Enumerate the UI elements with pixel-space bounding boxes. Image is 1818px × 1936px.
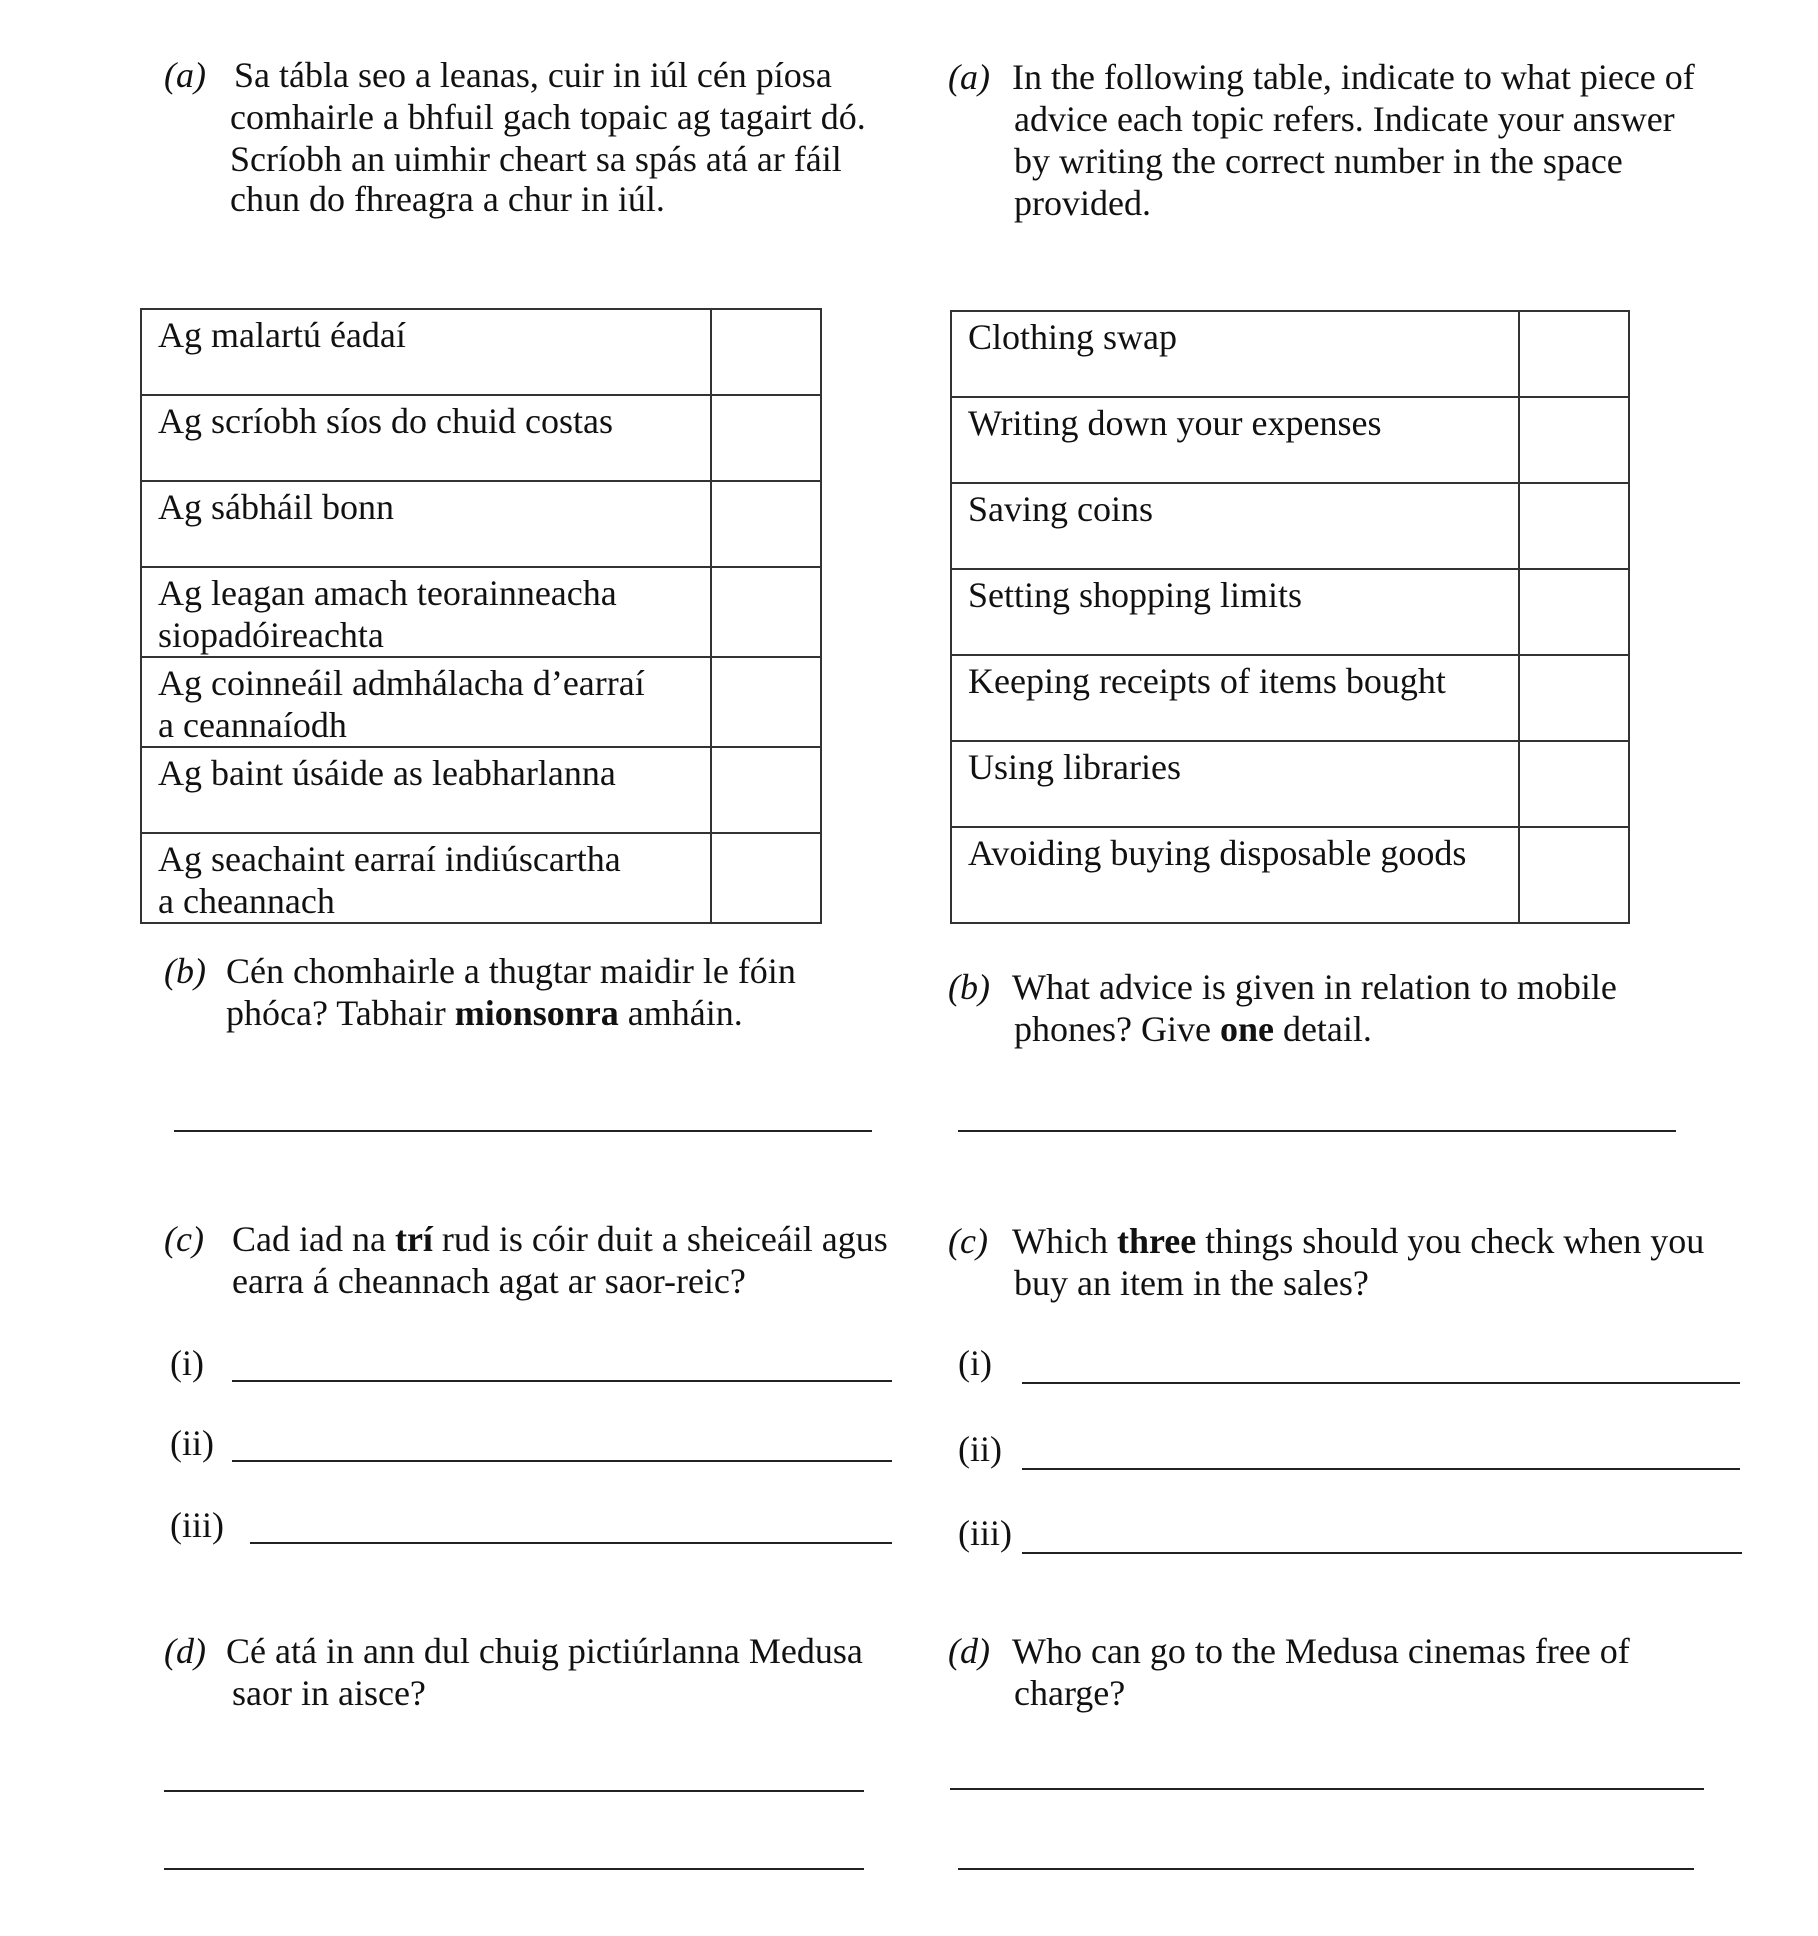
- irish-d-line2: saor in aisce?: [232, 1673, 426, 1713]
- table-row: [141, 395, 821, 481]
- english-c-line1: Which three things should you check when you: [1012, 1221, 1705, 1261]
- english-c-ii: (ii): [958, 1429, 1002, 1469]
- answer-box[interactable]: [1519, 483, 1629, 569]
- table-row: [141, 833, 821, 923]
- table-row: [951, 827, 1629, 923]
- irish-d-answer-line-2[interactable]: [164, 1868, 864, 1870]
- table-row: [951, 569, 1629, 655]
- answer-box[interactable]: [711, 567, 821, 657]
- english-d-answer-line-2[interactable]: [958, 1868, 1694, 1870]
- english-a-label: (a): [948, 57, 990, 97]
- irish-topic: Ag baint úsáide as leabharlanna: [158, 753, 616, 793]
- irish-c-i-answer-line[interactable]: [232, 1380, 892, 1382]
- english-d-answer-line-1[interactable]: [950, 1788, 1704, 1790]
- english-topic-table: [950, 310, 1630, 924]
- english-topic: Setting shopping limits: [968, 575, 1303, 615]
- irish-topic: Ag leagan amach teorainneacha: [158, 573, 617, 613]
- answer-box[interactable]: [711, 481, 821, 567]
- irish-topic: Ag scríobh síos do chuid costas: [158, 401, 613, 441]
- english-d-line1: Who can go to the Medusa cinemas free of: [1012, 1631, 1630, 1671]
- irish-a-line3: Scríobh an uimhir cheart sa spás atá ar fáil: [230, 139, 842, 179]
- english-a-line4: provided.: [1014, 183, 1151, 223]
- irish-a-label: (a): [164, 55, 206, 95]
- answer-box[interactable]: [1519, 655, 1629, 741]
- english-topic: Keeping receipts of items bought: [968, 661, 1446, 701]
- answer-box[interactable]: [1519, 569, 1629, 655]
- table-row: [141, 657, 821, 747]
- irish-c-iii: (iii): [170, 1505, 224, 1545]
- english-b-line1: What advice is given in relation to mobile: [1012, 967, 1617, 1007]
- table-row: [951, 311, 1629, 397]
- table-row: [141, 309, 821, 395]
- irish-b-label: (b): [164, 951, 206, 991]
- answer-box[interactable]: [711, 747, 821, 833]
- answer-box[interactable]: [1519, 311, 1629, 397]
- answer-box[interactable]: [711, 833, 821, 923]
- irish-topic-cont: siopadóireachta: [158, 615, 384, 655]
- answer-box[interactable]: [1519, 827, 1629, 923]
- english-topic: Using libraries: [968, 747, 1181, 787]
- irish-topic-cont: a ceannaíodh: [158, 705, 347, 745]
- irish-a-line4: chun do fhreagra a chur in iúl.: [230, 179, 665, 219]
- irish-c-line2: earra á cheannach agat ar saor-reic?: [232, 1261, 746, 1301]
- english-c-line2: buy an item in the sales?: [1014, 1263, 1369, 1303]
- irish-topic: Ag seachaint earraí indiúscartha: [158, 839, 621, 879]
- english-b-label: (b): [948, 967, 990, 1007]
- irish-d-label: (d): [164, 1631, 206, 1671]
- irish-b-line2: phóca? Tabhair mionsonra amháin.: [226, 993, 743, 1033]
- english-b-line2: phones? Give one detail.: [1014, 1009, 1372, 1049]
- english-topic: Saving coins: [968, 489, 1153, 529]
- english-d-label: (d): [948, 1631, 990, 1671]
- table-row: [951, 655, 1629, 741]
- english-topic: Clothing swap: [968, 317, 1178, 357]
- table-row: [141, 567, 821, 657]
- table-row: [951, 483, 1629, 569]
- english-d-line2: charge?: [1014, 1673, 1126, 1713]
- english-c-label: (c): [948, 1221, 988, 1261]
- irish-topic-cont: a cheannach: [158, 881, 335, 921]
- english-a-line1: In the following table, indicate to what piece of: [1012, 57, 1695, 97]
- irish-c-line1: Cad iad na trí rud is cóir duit a sheiceáil agus: [232, 1219, 888, 1259]
- english-c-i: (i): [958, 1343, 992, 1383]
- answer-box[interactable]: [711, 309, 821, 395]
- irish-c-label: (c): [164, 1219, 204, 1259]
- answer-box[interactable]: [711, 657, 821, 747]
- table-row: [141, 747, 821, 833]
- table-row: [951, 397, 1629, 483]
- answer-box[interactable]: [1519, 397, 1629, 483]
- irish-topic: Ag sábháil bonn: [158, 487, 394, 527]
- irish-a-line2: comhairle a bhfuil gach topaic ag tagairt dó.: [230, 97, 866, 137]
- english-c-ii-answer-line[interactable]: [1022, 1468, 1740, 1470]
- english-a-line2: advice each topic refers. Indicate your answer: [1014, 99, 1675, 139]
- irish-d-answer-line-1[interactable]: [164, 1790, 864, 1792]
- english-c-i-answer-line[interactable]: [1022, 1382, 1740, 1384]
- irish-b-line1: Cén chomhairle a thugtar maidir le fóin: [226, 951, 796, 991]
- table-row: [141, 481, 821, 567]
- irish-topic-table: [140, 308, 822, 924]
- irish-c-i: (i): [170, 1343, 204, 1383]
- irish-c-ii: (ii): [170, 1423, 214, 1463]
- irish-topic: Ag malartú éadaí: [158, 315, 406, 355]
- irish-b-answer-line[interactable]: [174, 1130, 872, 1132]
- irish-c-ii-answer-line[interactable]: [232, 1460, 892, 1462]
- english-topic: Avoiding buying disposable goods: [968, 833, 1467, 873]
- table-row: [951, 741, 1629, 827]
- irish-topic: Ag coinneáil admhálacha d’earraí: [158, 663, 645, 703]
- english-topic: Writing down your expenses: [968, 403, 1382, 443]
- english-c-iii: (iii): [958, 1513, 1012, 1553]
- irish-d-line1: Cé atá in ann dul chuig pictiúrlanna Medusa: [226, 1631, 863, 1671]
- english-b-answer-line[interactable]: [958, 1130, 1676, 1132]
- irish-c-iii-answer-line[interactable]: [250, 1542, 892, 1544]
- irish-a-line1: Sa tábla seo a leanas, cuir in iúl cén píosa: [234, 55, 832, 95]
- english-c-iii-answer-line[interactable]: [1022, 1552, 1742, 1554]
- english-a-line3: by writing the correct number in the space: [1014, 141, 1623, 181]
- answer-box[interactable]: [1519, 741, 1629, 827]
- answer-box[interactable]: [711, 395, 821, 481]
